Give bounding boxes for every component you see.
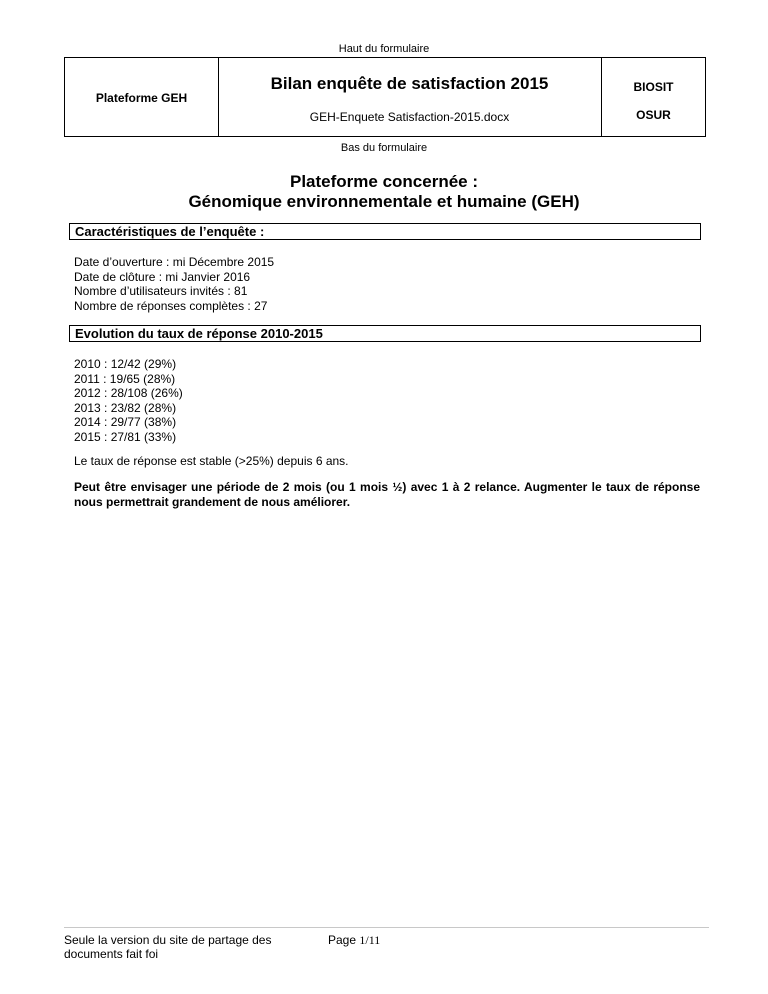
page-title-line2: Génomique environnementale et humaine (GEH) — [188, 192, 580, 211]
characteristics-list — [74, 255, 274, 313]
stability-note: Le taux de réponse est stable (>25%) depuis 6 ans. — [74, 454, 349, 468]
recommendation-paragraph: Peut être envisager une période de 2 mois (ou 1 mois ½) avec 1 à 2 relance. Augmenter le taux de réponse nous permettrait grandement de nous améliorer. — [74, 480, 700, 509]
document-filename: GEH-Enquete Satisfaction-2015.docx — [309, 110, 510, 124]
list-item: 2015 : 27/81 (33%) — [74, 429, 177, 444]
list-item: Nombre de réponses complètes : 27 — [74, 298, 268, 313]
footer-disclaimer-line2: documents fait foi — [64, 947, 159, 961]
header-right-cell — [602, 58, 705, 136]
section-heading-evolution: Evolution du taux de réponse 2010-2015 — [69, 325, 701, 342]
page-title-line1: Plateforme concernée : — [289, 172, 478, 191]
page-number — [328, 933, 380, 948]
org-biosit: BIOSIT — [633, 80, 674, 94]
evolution-list — [74, 357, 183, 444]
org-osur: OSUR — [636, 108, 671, 122]
list-item: 2014 : 29/77 (38%) — [74, 415, 177, 429]
footer-disclaimer-line1: Seule la version du site de partage des — [64, 933, 272, 947]
page-count: 1/11 — [359, 933, 381, 947]
list-item: 2013 : 23/82 (28%) — [74, 400, 177, 415]
footer-disclaimer — [64, 933, 314, 961]
header-left-cell — [65, 58, 219, 136]
document-title: Bilan enquête de satisfaction 2015 — [270, 74, 549, 93]
list-item: Date d’ouverture : mi Décembre 2015 — [74, 255, 275, 269]
list-item: 2012 : 28/108 (26%) — [74, 386, 183, 400]
header-table — [64, 57, 706, 137]
header-middle-cell — [218, 58, 602, 136]
page-label: Page — [328, 933, 357, 947]
form-top-label: Haut du formulaire — [338, 43, 430, 55]
platform-name: Plateforme GEH — [95, 91, 188, 105]
form-bottom-label: Bas du formulaire — [340, 142, 428, 154]
section-heading-characteristics: Caractéristiques de l’enquête : — [69, 223, 701, 240]
list-item: Date de clôture : mi Janvier 2016 — [74, 269, 251, 284]
footer-divider — [64, 927, 709, 928]
list-item: Nombre d’utilisateurs invités : 81 — [74, 284, 248, 298]
list-item: 2011 : 19/65 (28%) — [74, 371, 176, 386]
page-title — [0, 172, 768, 212]
list-item: 2010 : 12/42 (29%) — [74, 357, 177, 371]
